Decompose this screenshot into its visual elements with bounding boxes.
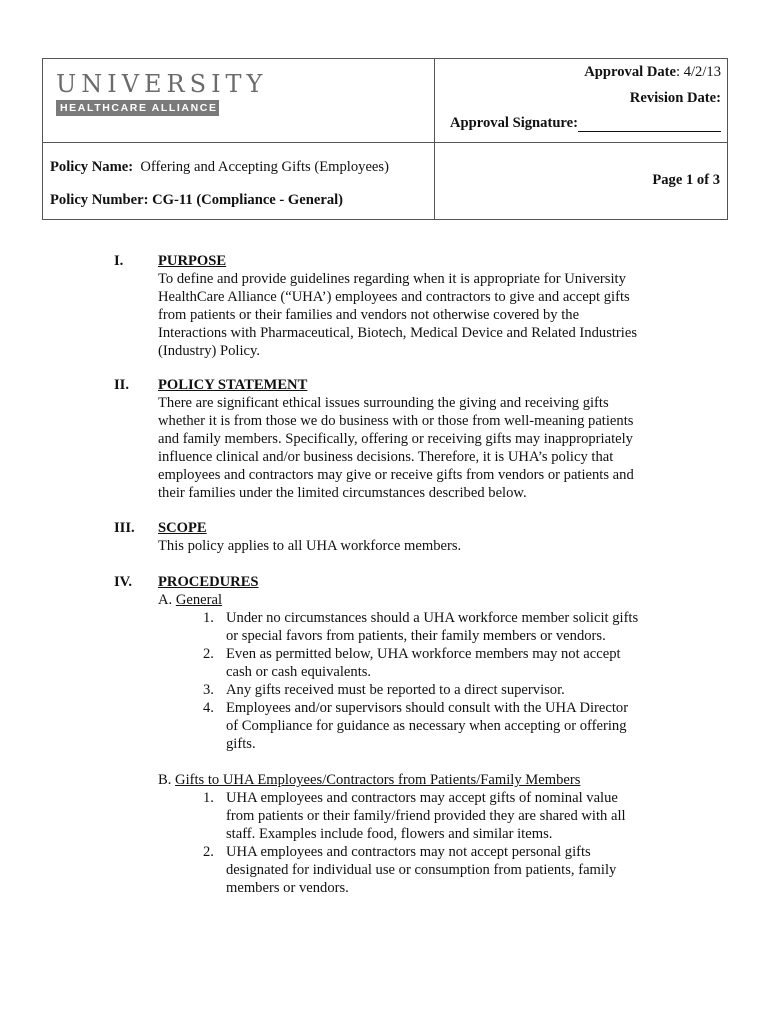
policy-name-label: Policy Name: [50,159,134,175]
text-line: members or vendors. [226,880,349,896]
list-item [158,843,674,897]
list-item [158,609,674,645]
text-line: Under no circumstances should a UHA workforce member solicit gifts [226,610,639,626]
text-line: Any gifts received must be reported to a direct supervisor. [226,682,565,698]
section-title: POLICY STATEMENT [158,377,308,393]
gifts-from-patients-list [158,789,674,897]
list-item [158,789,674,843]
logo-healthcare-alliance-band: HEALTHCARE ALLIANCE [56,100,219,116]
list-number: 4. [203,700,214,716]
approval-signature [450,115,721,132]
subsection-general [158,591,674,609]
text-line: or special favors from patients, their family members or vendors. [226,628,606,644]
text-line: There are significant ethical issues surrounding the giving and receiving gifts [158,395,609,411]
list-number: 2. [203,844,214,860]
list-number: 1. [203,610,214,626]
list-item [158,699,674,753]
section-scope [114,519,674,555]
section-purpose [114,252,674,360]
text-line: UHA employees and contractors may accept gifts of nominal value [226,790,618,806]
text-line: from patients or their families and vendors not otherwise covered by the [158,307,580,323]
uha-logo [56,71,267,116]
section-title: PURPOSE [158,253,227,269]
table-horizontal-divider [43,142,727,143]
list-number: 3. [203,682,214,698]
section-policy-statement [114,376,674,502]
subsection-heading: General [175,592,223,608]
section-title: PROCEDURES [158,574,259,590]
text-line: UHA employees and contractors may not accept personal gifts [226,844,591,860]
approval-date-label: Approval Date [584,64,676,80]
section-numeral: I. [114,253,124,269]
approval-date [584,64,721,81]
general-list [158,609,674,753]
table-vertical-divider [434,59,435,219]
subsection-letter: A. [158,592,173,608]
policy-name-value: Offering and Accepting Gifts (Employees) [140,159,389,175]
section-procedures [114,573,674,897]
approval-date-value: : 4/2/13 [676,64,721,80]
subsection-gifts-from-patients [158,771,674,789]
revision-date: Revision Date: [629,90,721,106]
text-line: their families under the limited circumstances described below. [158,485,527,501]
section-numeral: III. [114,520,135,536]
text-line: influence clinical and/or business decisions. Therefore, it is UHA’s policy that [158,449,614,465]
text-line: Interactions with Pharmaceutical, Biotech, Medical Device and Related Industries [158,325,637,341]
list-number: 2. [203,646,214,662]
section-numeral: II. [114,377,130,393]
text-line: designated for individual use or consumption from patients, family [226,862,617,878]
policy-name [50,159,389,176]
list-number: 1. [203,790,214,806]
text-line: employees and contractors may give or receive gifts from vendors or patients and [158,467,634,483]
list-item [158,681,674,699]
text-line: and family members. Specifically, offering or receiving gifts may inappropriately [158,431,633,447]
signature-line [578,117,721,132]
list-item [158,645,674,681]
section-title: SCOPE [158,520,207,536]
text-line: from patients or their family/friend provided they are shared with all [226,808,626,824]
text-line: Even as permitted below, UHA workforce members may not accept [226,646,621,662]
policy-header-table [42,58,728,220]
text-line: To define and provide guidelines regarding when it is appropriate for University [158,271,626,287]
text-line: Employees and/or supervisors should consult with the UHA Director [226,700,629,716]
logo-university-text: UNIVERSITY [56,70,268,98]
subsection-heading: Gifts to UHA Employees/Contractors from Patients/Family Members [175,772,581,788]
text-line: This policy applies to all UHA workforce members. [158,538,462,554]
text-line: gifts. [226,736,256,752]
subsection-letter: B. [158,772,172,788]
section-numeral: IV. [114,574,132,590]
page-indicator: Page 1 of 3 [652,172,720,188]
text-line: of Compliance for guidance as necessary when accepting or offering [226,718,627,734]
text-line: HealthCare Alliance (“UHA’) employees and contractors to give and accept gifts [158,289,630,305]
policy-number: Policy Number: CG-11 (Compliance - General) [50,192,344,208]
text-line: whether it is from those we do business with or those from well-meaning patients [158,413,634,429]
text-line: staff. Examples include food, flowers and similar items. [226,826,553,842]
text-line: (Industry) Policy. [158,343,261,359]
text-line: cash or cash equivalents. [226,664,372,680]
approval-signature-label: Approval Signature: [450,115,578,131]
